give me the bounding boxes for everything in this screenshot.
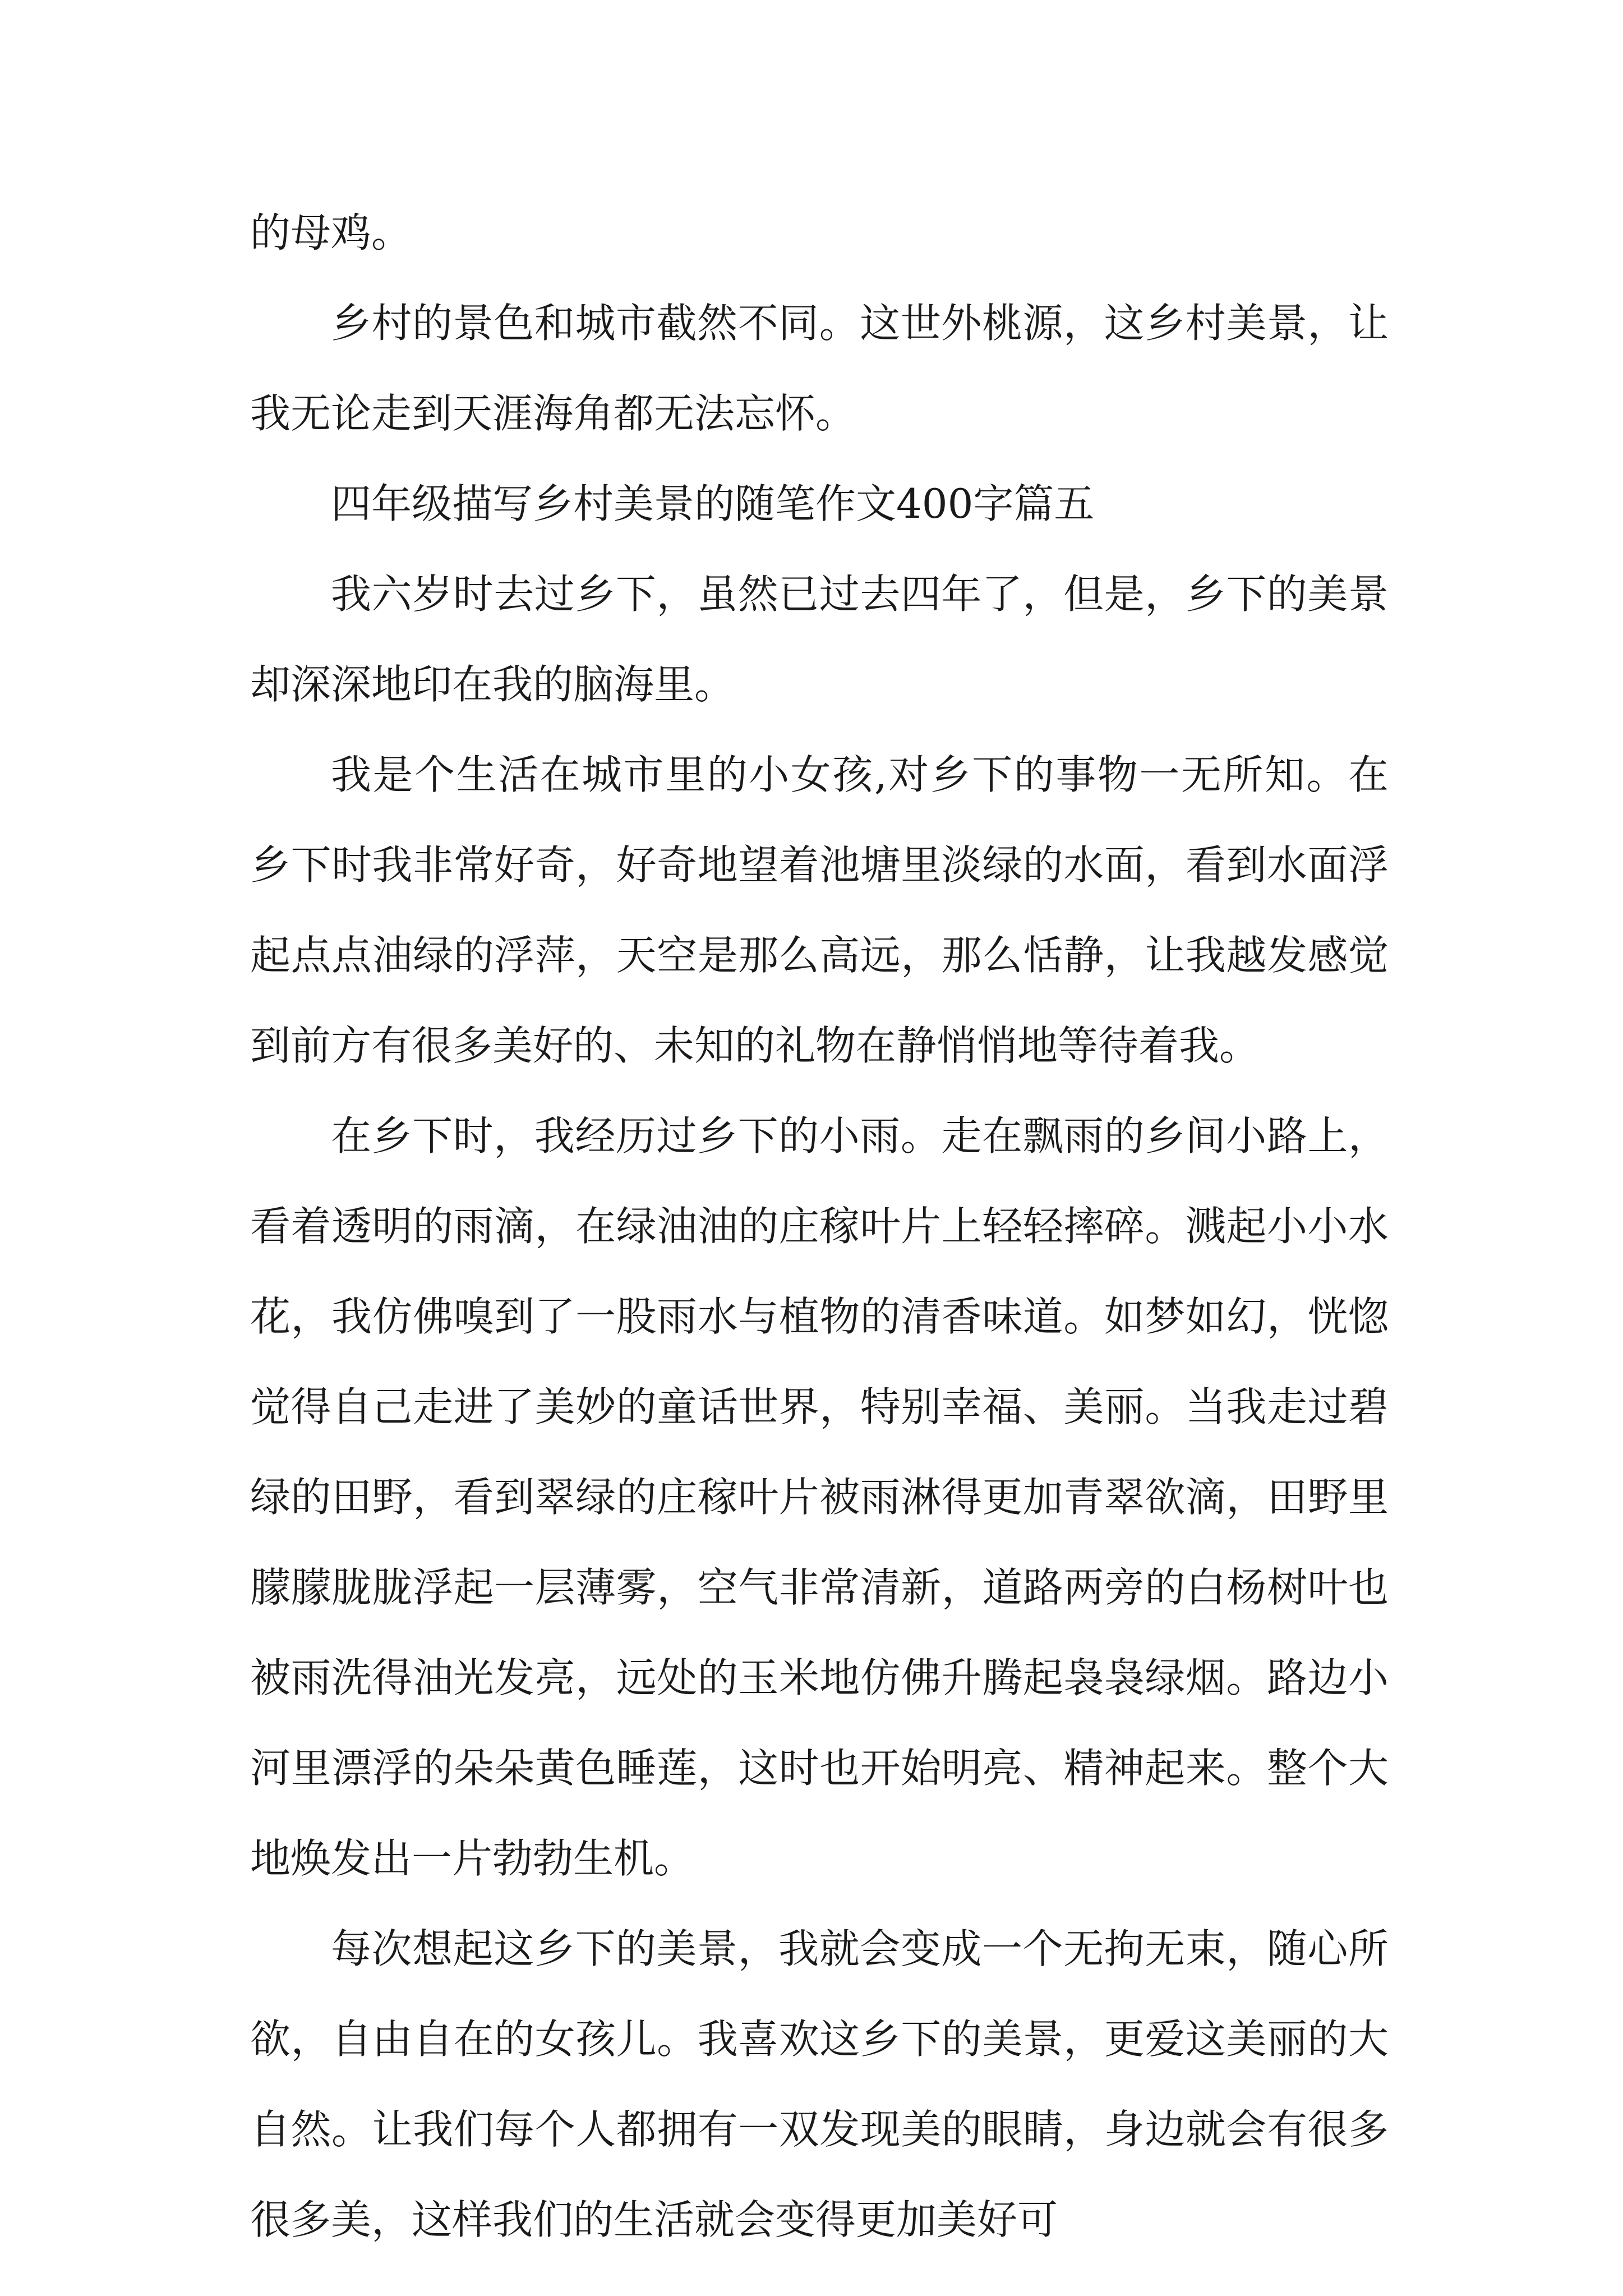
section-title: 四年级描写乡村美景的随笔作文400字篇五 — [331, 480, 1095, 527]
document-body — [250, 188, 1389, 2265]
paragraph-rain: 在乡下时，我经历过乡下的小雨。走在飘雨的乡间小路上，看着透明的雨滴，在绿油油的庄稼叶片上轻轻摔碎。溅起小小水花，我仿佛嗅到了一股雨水与植物的清香味道。如梦如幻，恍惚觉得自己走进了美妙的童话世界，特别幸福、美丽。当我走过碧绿的田野，看到翠绿的庄稼叶片被雨淋得更加青翠欲滴，田野里朦朦胧胧浮起一层薄雾，空气非常清新，道路两旁的白杨树叶也被雨洗得油光发亮，远处的玉米地仿佛升腾起袅袅绿烟。路边小河里漂浮的朵朵黄色睡莲，这时也开始明亮、精神起来。整个大地焕发出一片勃勃生机。 — [250, 1112, 1389, 1882]
paragraph-curiosity: 我是个生活在城市里的小女孩,对乡下的事物一无所知。在乡下时我非常好奇，好奇地望着池塘里淡绿的水面，看到水面浮起点点油绿的浮萍，天空是那么高远，那么恬静，让我越发感觉到前方有很多美好的、未知的礼物在静悄悄地等待着我。 — [250, 751, 1389, 1069]
paragraph-reflection: 每次想起这乡下的美景，我就会变成一个无拘无束，随心所欲，自由自在的女孩儿。我喜欢这乡下的美景，更爱这美丽的大自然。让我们每个人都拥有一双发现美的眼睛，身边就会有很多很多美，这样我们的生活就会变得更加美好可 — [250, 1925, 1389, 2243]
paragraph-continuation: 的母鸡。 — [250, 209, 412, 256]
paragraph-intro: 我六岁时去过乡下，虽然已过去四年了，但是，乡下的美景却深深地印在我的脑海里。 — [250, 570, 1389, 708]
paragraph-conclusion: 乡村的景色和城市截然不同。这世外桃源，这乡村美景，让我无论走到天涯海角都无法忘怀。 — [250, 300, 1389, 437]
